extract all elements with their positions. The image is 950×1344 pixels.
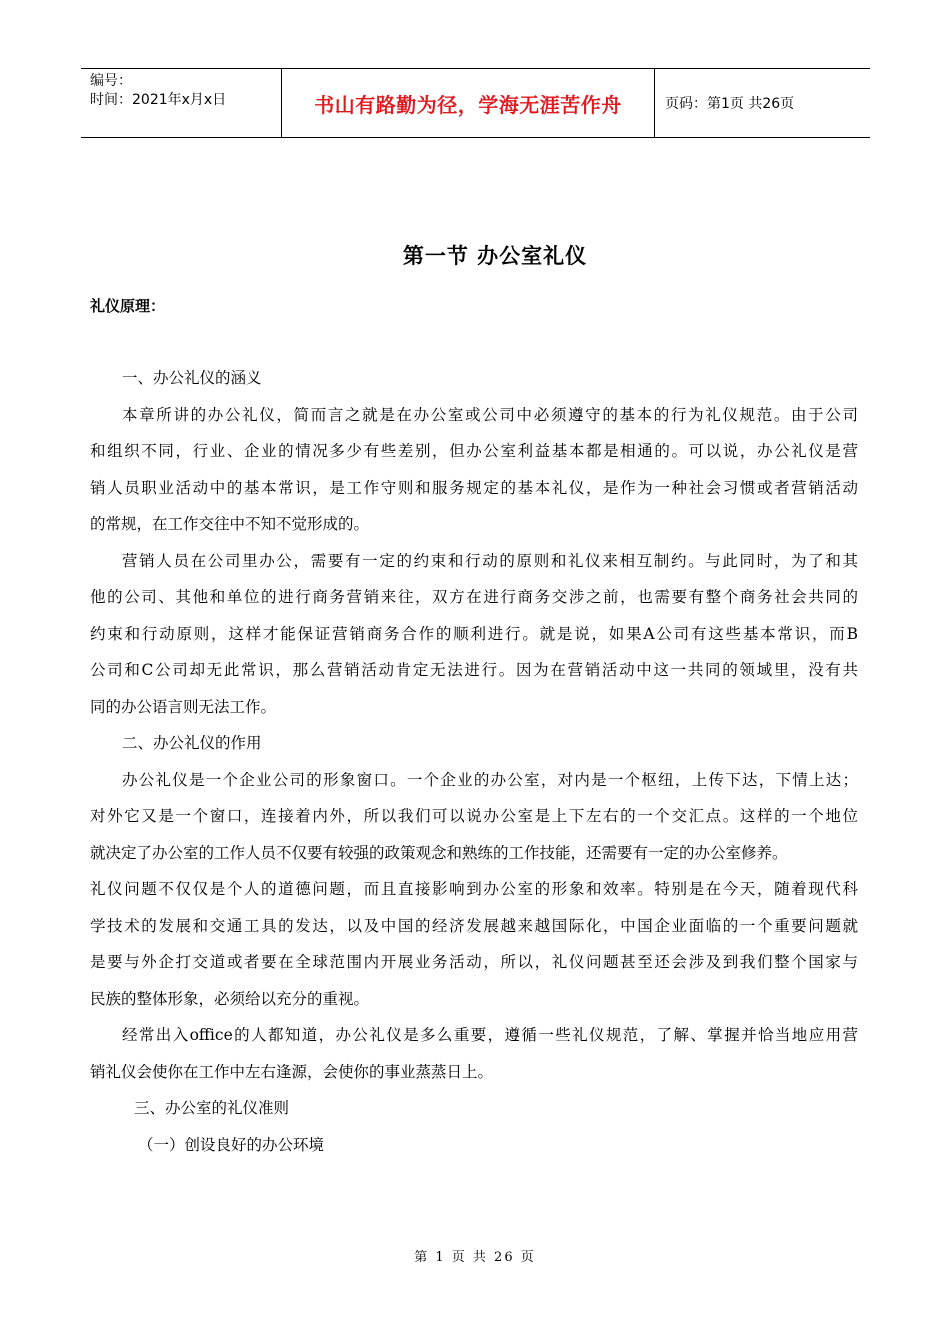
header-table bbox=[81, 68, 870, 138]
paragraph-line: 对外它又是一个窗口，连接着内外，所以我们可以说办公室是上下左右的一个交汇点。这样的一个地位 bbox=[90, 807, 858, 825]
paragraph-line: 销人员职业活动中的基本常识，是工作守则和服务规定的基本礼仪，是作为一种社会习惯或者营销活动 bbox=[90, 478, 858, 497]
document-date-label: 时间：2021年x月x日 bbox=[90, 92, 227, 108]
paragraph-line: 同的办公语言则无法工作。 bbox=[90, 697, 277, 716]
paragraph-line: 礼仪问题不仅仅是个人的道德问题，而且直接影响到办公室的形象和效率。特别是在今天，随着现代科 bbox=[90, 880, 858, 898]
section-title: 第一节 办公室礼仪 bbox=[402, 244, 588, 268]
page-footer: 第 1 页 共 26 页 bbox=[414, 1250, 536, 1265]
paragraph-line: 公司和C公司却无此常识，那么营销活动肯定无法进行。因为在营销活动中这一共同的领域里，没有共 bbox=[90, 661, 858, 679]
paragraph-line: 和组织不同，行业、企业的情况多少有些差别，但办公室利益基本都是相通的。可以说，办公礼仪是营 bbox=[90, 442, 858, 460]
paragraph-line: 约束和行动原则，这样才能保证营销商务合作的顺利进行。就是说，如果A公司有这些基本常识，而B bbox=[90, 624, 858, 643]
heading-3: 三、办公室的礼仪准则 bbox=[134, 1099, 290, 1117]
paragraph-line: 营销人员在公司里办公，需要有一定的约束和行动的原则和礼仪来相互制约。与此同时，为了和其 bbox=[122, 551, 858, 570]
header-motto: 书山有路勤为径，学海无涯苦作舟 bbox=[314, 92, 622, 117]
paragraph-line: 他的公司、其他和单位的进行商务营销来往，双方在进行商务交涉之前，也需要有整个商务社会共同的 bbox=[90, 588, 858, 606]
paragraph-line: 销礼仪会使你在工作中左右逢源，会使你的事业蒸蒸日上。 bbox=[90, 1062, 494, 1081]
paragraph-line: 的常规，在工作交往中不知不觉形成的。 bbox=[90, 515, 370, 533]
paragraph-line: 就决定了办公室的工作人员不仅要有较强的政策观念和熟练的工作技能，还需要有一定的办公室修养。 bbox=[90, 843, 788, 862]
paragraph-line: 经常出入office的人都知道，办公礼仪是多么重要，遵循一些礼仪规范，了解、掌握并恰当地应用营 bbox=[122, 1026, 858, 1044]
header-meta bbox=[81, 69, 281, 137]
body-text bbox=[90, 360, 858, 1163]
heading-2: 二、办公礼仪的作用 bbox=[122, 734, 262, 752]
header-page-info: 页码：第1页 共26页 bbox=[665, 96, 795, 112]
header-motto-cell bbox=[281, 69, 655, 137]
paragraph-line: 本章所讲的办公礼仪，简而言之就是在办公室或公司中必须遵守的基本的行为礼仪规范。由于公司 bbox=[122, 405, 858, 424]
document-number-label: 编号： bbox=[90, 73, 132, 89]
paragraph-line: 办公礼仪是一个企业公司的形象窗口。一个企业的办公室，对内是一个枢纽，上传下达，下情上达； bbox=[122, 770, 858, 789]
heading-1: 一、办公礼仪的涵义 bbox=[122, 369, 262, 387]
paragraph-line: 学技术的发展和交通工具的发达，以及中国的经济发展越来越国际化，中国企业面临的一个重要问题就 bbox=[90, 916, 858, 935]
paragraph-line: 是要与外企打交道或者要在全球范围内开展业务活动，所以，礼仪问题甚至还会涉及到我们整个国家与 bbox=[90, 953, 858, 971]
subheading: 礼仪原理： bbox=[90, 297, 166, 315]
paragraph-line: 民族的整体形象，必须给以充分的重视。 bbox=[90, 989, 370, 1008]
subheading-item: （一）创设良好的办公环境 bbox=[138, 1135, 325, 1154]
